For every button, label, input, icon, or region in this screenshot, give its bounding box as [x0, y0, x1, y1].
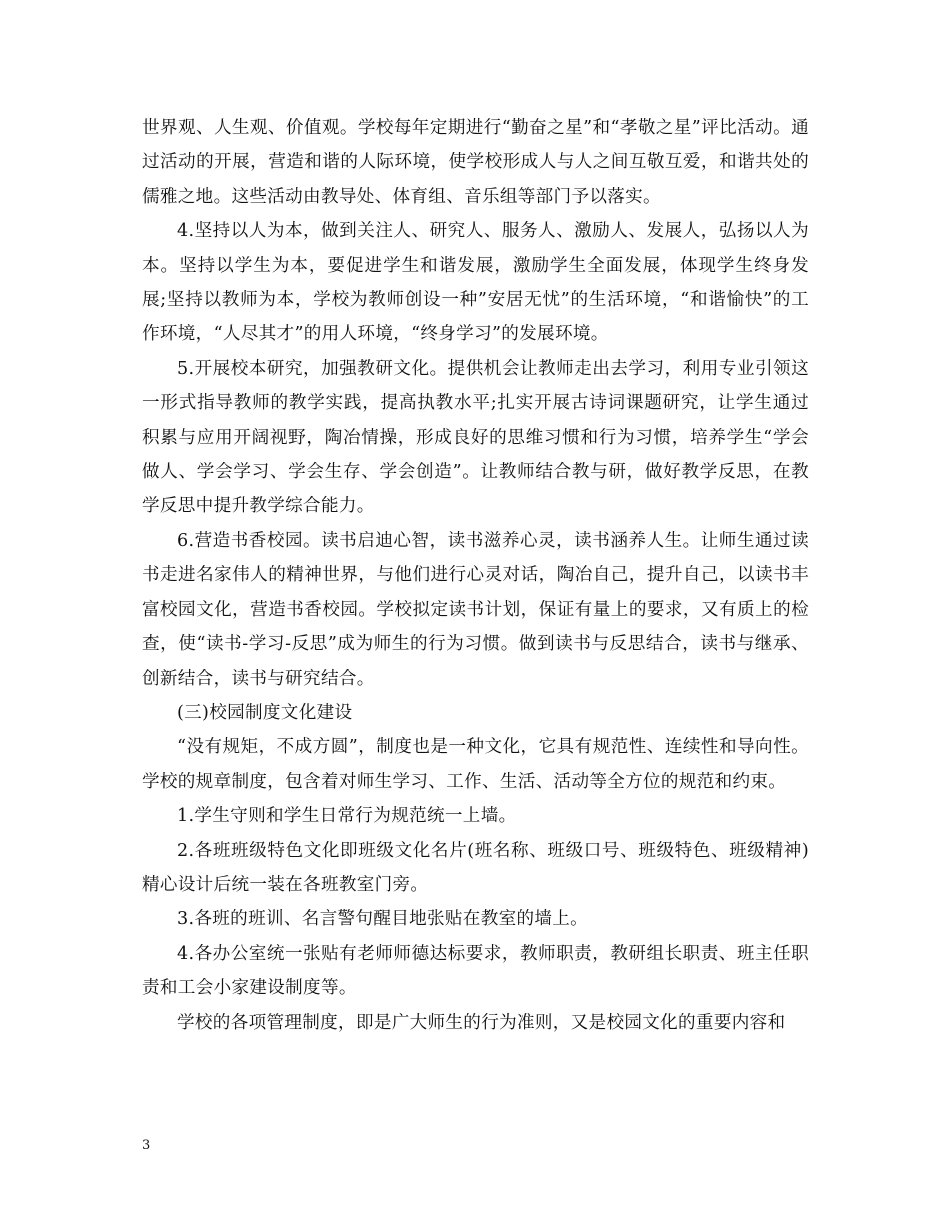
- paragraph-rule-4: 4.各办公室统一张贴有老师师德达标要求，教师职责，教研组长职责、班主任职责和工会小家建设制度等。: [142, 943, 809, 999]
- paragraph-item-5: 5.开展校本研究，加强教研文化。提供机会让教师走出去学习，利用专业引领这一形式指导教师的教学实践，提高执教水平;扎实开展古诗词课题研究，让学生通过积累与应用开阔视野，陶冶情操，形成良好的思维习惯和行为习惯，培养学生“学会做人、学会学习、学会生存、学会创造”。让教师结合教与研，做好教学反思，在教学反思中提升教学综合能力。: [142, 358, 809, 517]
- paragraph-item-6: 6.营造书香校园。读书启迪心智，读书滋养心灵，读书涵养人生。让师生通过读书走进名家伟人的精神世界，与他们进行心灵对话，陶冶自己，提升自己，以读书丰富校园文化，营造书香校园。学校拟定读书计划，保证有量上的要求，又有质上的检查，使“读书-学习-反思”成为师生的行为习惯。做到读书与反思结合，读书与继承、创新结合，读书与研究结合。: [142, 530, 809, 689]
- paragraph-item-4: 4.坚持以人为本，做到关注人、研究人、服务人、激励人、发展人，弘扬以人为本。坚持以学生为本，要促进学生和谐发展，激励学生全面发展，体现学生终身发展;坚持以教师为本，学校为教师创设一种”安居无忧”的生活环境，“和谐愉快”的工作环境，“人尽其才”的用人环境，“终身学习”的发展环境。: [142, 221, 809, 345]
- page-number: 3: [142, 1138, 151, 1153]
- paragraph-rule-3: 3.各班的班训、名言警句醒目地张贴在教室的墙上。: [177, 909, 589, 930]
- paragraph-management: 学校的各项管理制度，即是广大师生的行为准则，又是校园文化的重要内容和: [177, 1012, 786, 1033]
- paragraph-rules-intro: “没有规矩，不成方圆”，制度也是一种文化，它具有规范性、连续性和导向性。学校的规章制度，包含着对师生学习、工作、生活、活动等全方位的规范和约束。: [142, 737, 809, 792]
- paragraph-rule-1: 1.学生守则和学生日常行为规范统一上墙。: [177, 806, 517, 827]
- paragraph-worldview: 世界观、人生观、价值观。学校每年定期进行“勤奋之星”和“孝敬之星”评比活动。通过活动的开展，营造和谐的人际环境，使学校形成人与人之间互敬互爱，和谐共处的儒雅之地。这些活动由教导处、体育组、音乐组等部门予以落实。: [142, 118, 809, 207]
- paragraph-rule-2: 2.各班班级特色文化即班级文化名片(班名称、班级口号、班级特色、班级精神)精心设计后统一装在各班教室门旁。: [142, 840, 809, 895]
- section-heading-3: (三)校园制度文化建设: [177, 702, 353, 723]
- document-body: [142, 111, 809, 1040]
